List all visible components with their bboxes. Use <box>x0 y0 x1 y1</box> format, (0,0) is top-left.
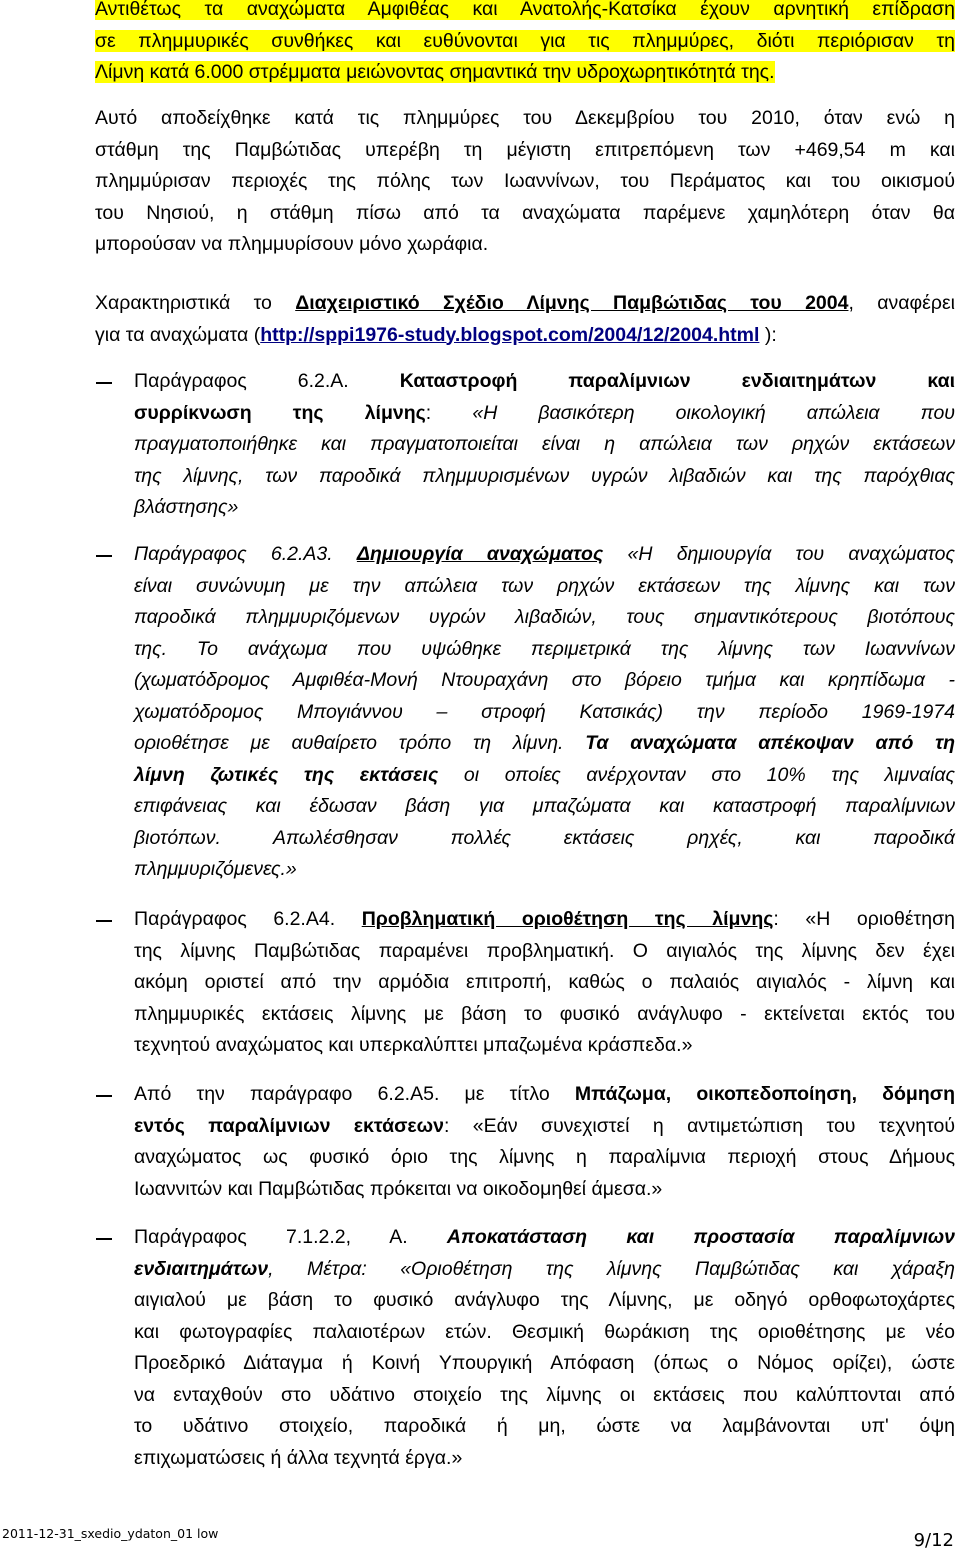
text-line: να ενταχθούν στο υδάτινο στοιχείο της λίμνης οι εκτάσεις που καλύπτονται από <box>134 1383 955 1406</box>
text-line: ακόμη οριστεί από την αρμόδια επιτροπή, καθώς ο παλαιός αιγιαλός - λίμνη και <box>134 971 955 993</box>
text-line: πλημμυριζόμενες.» <box>134 858 297 880</box>
page-number: 9/12 <box>913 1530 954 1551</box>
list-item <box>134 366 955 524</box>
blog-link[interactable]: http://sppi1976-study.blogspot.com/2004/12/2004.html <box>260 323 760 346</box>
bullet-dash <box>96 1238 112 1240</box>
text-line: αιγιαλού με βάση το φυσικό ανάγλυφο της Λίμνης, με οδηγό ορθοφωτοχάρτες <box>134 1289 955 1311</box>
text-line: εντός παραλίμνιων εκτάσεων: «Εάν συνεχιστεί η αντιμετώπιση του τεχνητού <box>134 1114 955 1137</box>
text-line: ενδιαιτημάτων, Μέτρα: «Οριοθέτηση της λίμνης Παμβώτιδας και χάραξη <box>134 1257 955 1280</box>
list-item <box>134 904 955 1062</box>
text-line: είναι συνώνυμη με την απώλεια των ρηχών εκτάσεων της λίμνης και των <box>134 574 955 597</box>
plan-intro-paragraph <box>95 288 955 351</box>
text-line: παροδικά πλημμυριζόμενων υγρών λιβαδιών, τους σημαντικότερους βιοτόπους <box>134 606 955 628</box>
text-line: στάθμη της Παμβώτιδας υπερέβη τη μέγιστη επιτρεπόμενη των +469,54 m και <box>95 138 955 161</box>
text-line: του Νησιού, η στάθμη πίσω από τα αναχώματα παρέμενε χαμηλότερη όταν θα <box>95 201 955 224</box>
text-line: Παράγραφος 6.2.Α3. Δημιουργία αναχώματος «Η δημιουργία του αναχώματος <box>134 543 955 565</box>
bullet-dash <box>96 555 112 557</box>
top-paragraph <box>95 0 955 89</box>
text-line: βιοτόπων. Απωλέσθησαν πολλές εκτάσεις ρηχές, και παροδικά <box>134 826 955 849</box>
list-item <box>134 1079 955 1205</box>
text-line: Παράγραφος 6.2.Α4. Προβληματική οριοθέτηση της λίμνης: «Η οριοθέτηση <box>134 908 955 930</box>
text-line: μπορούσαν να πλημμυρίσουν μόνο χωράφια. <box>95 233 489 255</box>
text-line: βλάστησης» <box>134 496 239 518</box>
bullet-dash <box>96 1095 112 1097</box>
text-line: Παράγραφος 6.2.Α. Καταστροφή παραλίμνιων ενδιαιτημάτων και <box>134 370 955 392</box>
text-line: Ιωαννιτών και Παμβώτιδας πρόκειται να οικοδομηθεί άμεσα.» <box>134 1177 663 1200</box>
text-line: Αντιθέτως τα αναχώματα Αμφιθέας και Ανατολής-Κατσίκα έχουν αρνητική επίδραση <box>95 0 955 20</box>
text-line: πλημμύρισαν περιοχές της πόλης των Ιωαννίνων, του Περάματος και του οικισμού <box>95 170 955 192</box>
plan-title: Διαχειριστικό Σχέδιο Λίμνης Παμβώτιδας του 2004 <box>295 292 849 314</box>
text-line: λίμνη ζωτικές της εκτάσεις οι οποίες ανέρχονταν στο 10% της λιμναίας <box>134 763 955 786</box>
text-line: Αυτό αποδείχθηκε κατά τις πλημμύρες του Δεκεμβρίου του 2010, όταν ενώ η <box>95 107 955 129</box>
flood-paragraph <box>95 103 955 261</box>
text-line: Από την παράγραφο 6.2.Α5. με τίτλο Μπάζωμα, οικοπεδοποίηση, δόμηση <box>134 1083 955 1105</box>
text-line: το υδάτινο στοιχείο, παροδικά ή μη, ώστε να λαμβάνονται υπ' όψη <box>134 1415 955 1437</box>
text-line: πραγματοποιήθηκε και πραγματοποιείται είναι η απώλεια των ρηχών εκτάσεων <box>134 433 955 455</box>
list-item <box>134 1222 955 1474</box>
text-line: σε πλημμυρικές συνθήκες και ευθύνονται για τις πλημμύρες, διότι περιόρισαν τη <box>95 29 955 52</box>
footer-filename: 2011-12-31_sxedio_ydaton_01 low <box>2 1526 219 1541</box>
text-line: αναχώματος ως φυσικό όριο της λίμνης η παραλίμνια περιοχή στους Δήμους <box>134 1146 955 1168</box>
list-item <box>134 539 955 886</box>
text-line: και φωτογραφίες παλαιοτέρων ετών. Θεσμική θωράκιση της οριοθέτησης με νέο <box>134 1320 955 1343</box>
bullet-dash <box>96 382 112 384</box>
text-line: Παράγραφος 7.1.2.2, Α. Αποκατάσταση και προστασία παραλίμνιων <box>134 1226 955 1248</box>
text-line: χωματόδρομος Μπογιάννου – στροφή Κατσικάς) την περίοδο 1969-1974 <box>134 700 955 723</box>
text-line: Χαρακτηριστικά το Διαχειριστικό Σχέδιο Λίμνης Παμβώτιδας του 2004, αναφέρει <box>95 292 955 314</box>
text-line: τεχνητού αναχώματος και υπερκαλύπτει μπαζωμένα κράσπεδα.» <box>134 1034 693 1056</box>
bullet-dash <box>96 920 112 922</box>
text-line: της. Το ανάχωμα που υψώθηκε περιμετρικά της λίμνης των Ιωαννίνων <box>134 637 955 660</box>
text-line: Λίμνη κατά 6.000 στρέμματα μειώνοντας σημαντικά την υδροχωρητικότητά της. <box>95 61 775 83</box>
text-line: για τα αναχώματα (http://sppi1976-study.blogspot.com/2004/12/2004.html ): <box>95 323 777 346</box>
text-line: της λίμνης Παμβώτιδας παραμένει προβληματική. Ο αιγιαλός της λίμνης δεν έχει <box>134 939 955 962</box>
text-line: πλημμυρικές εκτάσεις λίμνης με βάση το φυσικό ανάγλυφο - εκτείνεται εκτός του <box>134 1002 955 1025</box>
text-line: Προεδρικό Διάταγμα ή Κοινή Υπουργική Απόφαση (όπως ο Νόμος ορίζει), ώστε <box>134 1352 955 1374</box>
text-line: (χωματόδρομος Αμφιθέα-Μονή Ντουραχάνη στο βόρειο τμήμα και κρηπίδωμα - <box>134 669 955 691</box>
text-line: οριοθέτησε με αυθαίρετο τρόπο τη λίμνη. Τα αναχώματα απέκοψαν από τη <box>134 732 955 754</box>
text-line: συρρίκνωση της λίμνης: «Η βασικότερη οικολογική απώλεια που <box>134 401 956 424</box>
text-line: επιφάνειας και έδωσαν βάση για μπαζώματα και καταστροφή παραλίμνιων <box>134 795 955 817</box>
text-line: της λίμνης, των παροδικά πλημμυρισμένων υγρών λιβαδιών και της παρόχθιας <box>134 464 955 487</box>
text-line: επιχωματώσεις ή άλλα τεχνητά έργα.» <box>134 1446 463 1469</box>
